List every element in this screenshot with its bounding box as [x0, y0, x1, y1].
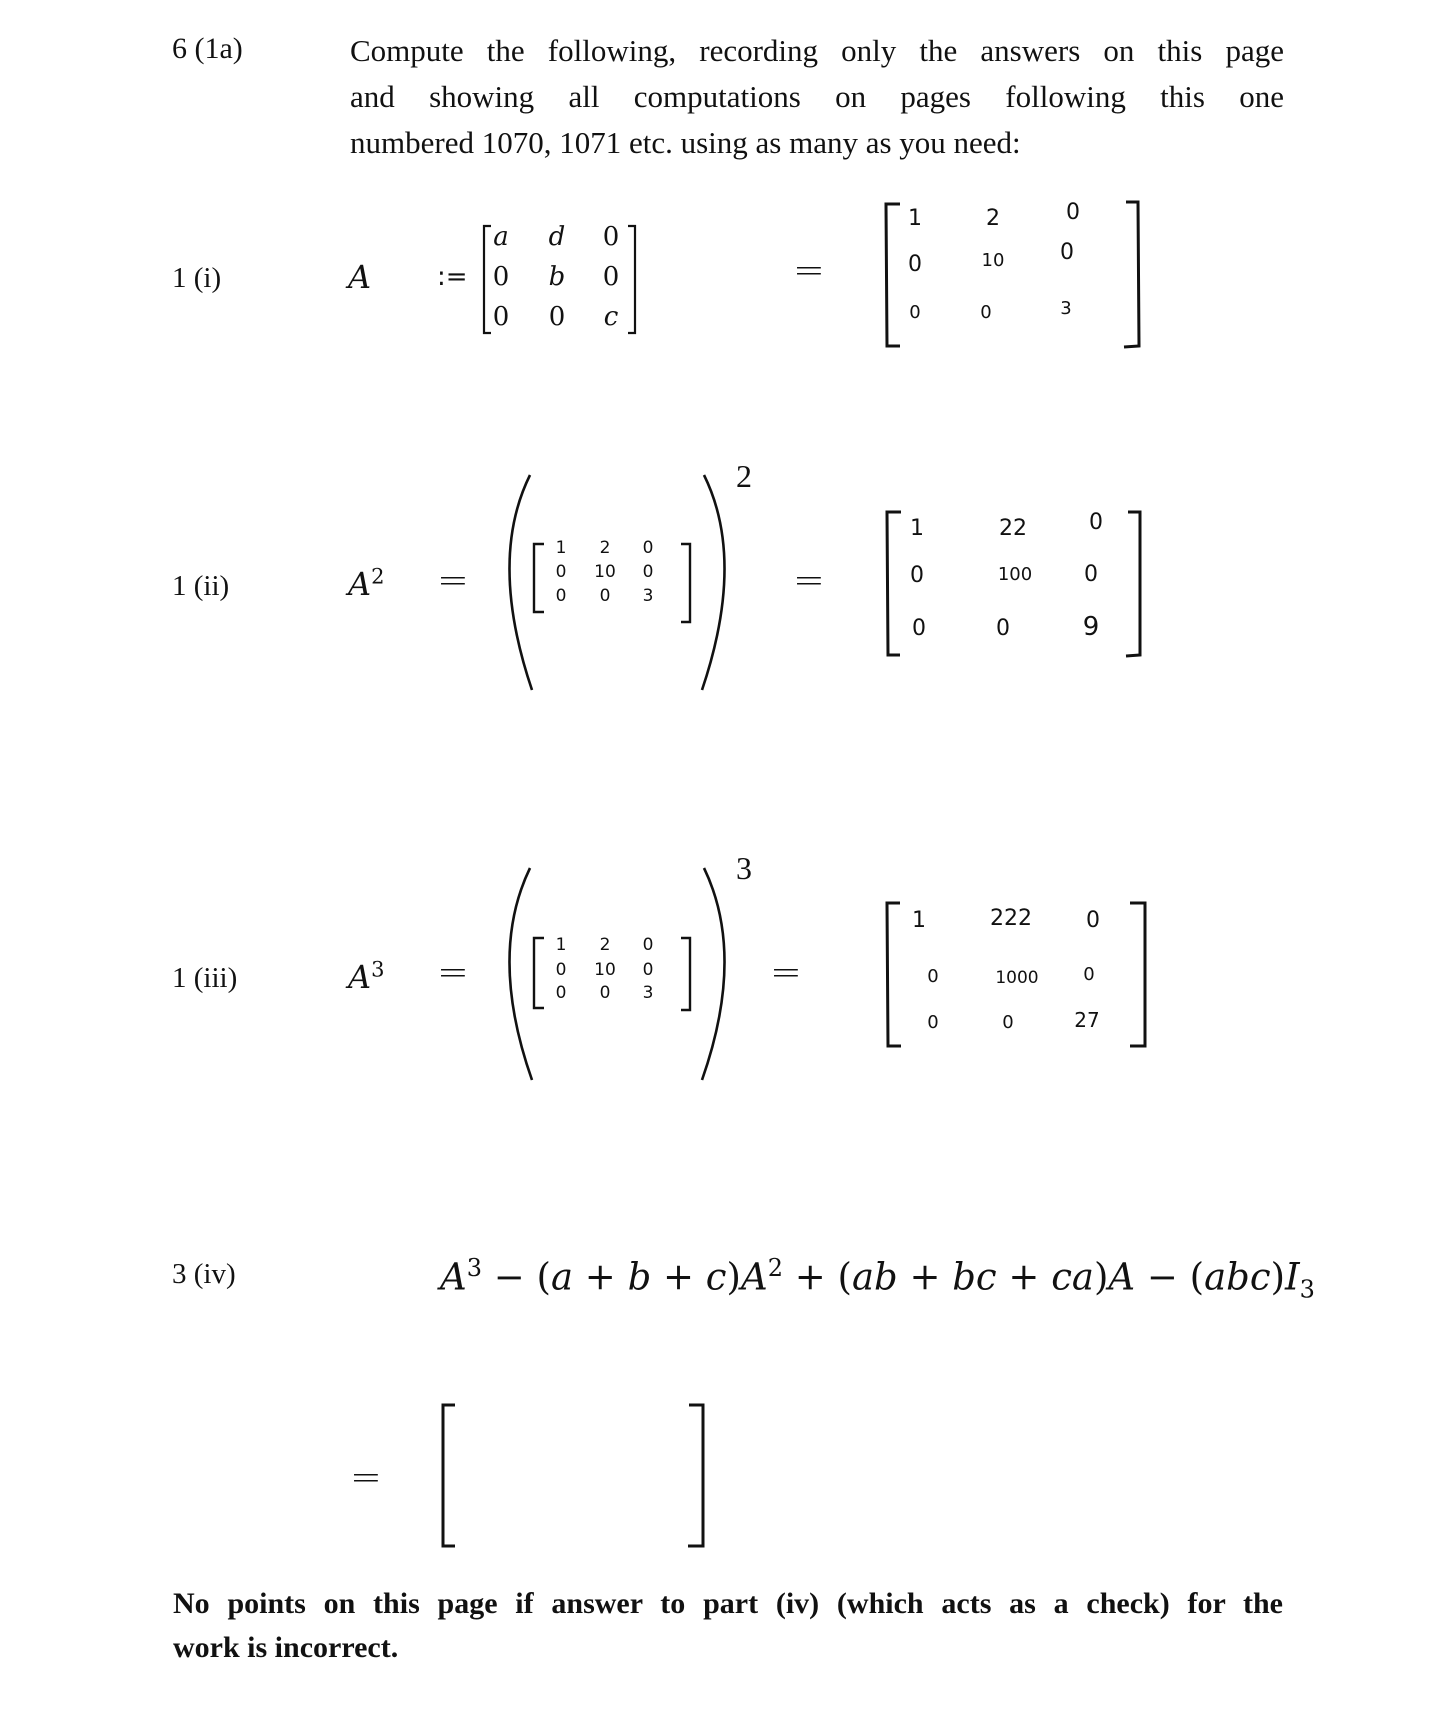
equals-sign: = — [437, 950, 469, 994]
outer-left-paren — [509, 475, 532, 690]
footer-line-2: work is incorrect. — [173, 1631, 399, 1664]
inner-cell: 0 — [642, 960, 654, 980]
problem-label: 6 (1a) — [172, 32, 243, 65]
inner-right-bracket — [681, 938, 690, 1010]
answer-iv-left-bracket — [443, 1405, 455, 1546]
inner-cell: 1 — [555, 935, 567, 955]
answer-cell: 0 — [1066, 200, 1080, 225]
inner-right-bracket — [681, 544, 690, 622]
part-ii-base: A — [348, 565, 372, 603]
inner-cell: 0 — [599, 586, 611, 606]
inner-cell: 0 — [599, 983, 611, 1003]
answer-cell: 2 — [986, 206, 1000, 231]
equals-sign: = — [770, 950, 802, 994]
inner-cell: 0 — [642, 562, 654, 582]
answer-cell: 0 — [912, 616, 926, 641]
answer-ii-left-bracket — [887, 512, 901, 655]
answer-cell: 9 — [1082, 612, 1100, 642]
part-iv-label: 3 (iv) — [172, 1258, 236, 1290]
outer-left-paren — [509, 868, 532, 1080]
answer-iii-right-bracket — [1130, 903, 1145, 1046]
answer-cell: 1 — [912, 908, 926, 933]
template-right-bracket — [628, 226, 635, 333]
answer-cell: 22 — [999, 516, 1027, 541]
inner-cell: 2 — [599, 935, 611, 955]
template-left-bracket — [484, 226, 491, 333]
inner-cell: 0 — [642, 538, 654, 558]
answer-cell: 1000 — [995, 968, 1039, 988]
footer-line-1: No points on this page if answer to part (iv) (which acts as a check) for the — [173, 1587, 1283, 1620]
inner-left-bracket — [534, 938, 544, 1008]
part-iii-power: 3 — [371, 957, 385, 982]
answer-iv-right-bracket — [688, 1405, 703, 1546]
template-cell: d — [548, 222, 566, 252]
assign-sign: := — [437, 262, 468, 292]
inner-cell: 10 — [594, 960, 616, 980]
instructions-line-3: numbered 1070, 1071 etc. using as many as you need: — [350, 125, 1021, 160]
power-exponent: 2 — [736, 458, 752, 494]
template-cell: a — [493, 222, 509, 252]
answer-cell: 0 — [1086, 908, 1100, 933]
inner-cell: 0 — [555, 562, 567, 582]
template-cell: 0 — [548, 302, 566, 332]
answer-cell: 1 — [908, 206, 922, 231]
template-cell: 0 — [602, 222, 620, 252]
answer-cell: 3 — [1060, 298, 1072, 319]
answer-cell: 0 — [908, 252, 922, 277]
inner-cell: 10 — [594, 562, 616, 582]
answer-cell: 100 — [997, 564, 1033, 585]
equals-sign: = — [350, 1455, 382, 1499]
instructions-line-2: and showing all computations on pages following this one — [350, 79, 1284, 114]
template-cell: 0 — [602, 262, 620, 292]
inner-cell: 2 — [599, 538, 611, 558]
part-i-label: 1 (i) — [172, 262, 222, 294]
answer-cell: 0 — [996, 616, 1010, 641]
answer-ii-right-bracket — [1126, 512, 1140, 656]
answer-cell: 0 — [1089, 510, 1103, 535]
inner-cell: 0 — [555, 586, 567, 606]
footer-note — [173, 1582, 1283, 1670]
answer-cell: 0 — [1084, 562, 1098, 587]
answer-i-right-bracket — [1124, 202, 1139, 347]
equals-sign: = — [437, 558, 469, 602]
answer-cell: 0 — [1060, 240, 1074, 265]
inner-cell: 3 — [642, 983, 654, 1003]
inner-cell: 0 — [555, 983, 567, 1003]
part-iii-base: A — [348, 958, 372, 996]
inner-left-bracket — [534, 544, 544, 612]
template-cell: 0 — [492, 302, 510, 332]
answer-cell: 222 — [990, 906, 1032, 931]
template-cell: 0 — [492, 262, 510, 292]
part-ii-label: 1 (ii) — [172, 570, 230, 602]
answer-cell: 0 — [910, 563, 924, 588]
answer-cell: 27 — [1074, 1008, 1100, 1032]
template-cell: b — [548, 262, 566, 292]
inner-cell: 0 — [555, 960, 567, 980]
outer-right-paren — [702, 868, 725, 1080]
inner-cell: 0 — [642, 935, 654, 955]
check-formula: $A^3 - (a + b + c)A^2 + (ab$ + bc + $ca)A - (abc)I_3$ — [440, 1254, 1315, 1304]
answer-cell: 0 — [909, 302, 921, 323]
answer-cell: 0 — [927, 1012, 939, 1033]
equals-sign: = — [793, 558, 825, 602]
answer-cell: 1 — [910, 516, 924, 541]
part-iii-label: 1 (iii) — [172, 962, 238, 994]
inner-cell: 3 — [642, 586, 654, 606]
answer-i-left-bracket — [886, 204, 900, 346]
answer-cell: 10 — [981, 250, 1005, 271]
inner-cell: 1 — [555, 538, 567, 558]
instructions-line-1: Compute the following, recording only the answers on this page — [350, 33, 1284, 68]
answer-cell: 0 — [980, 302, 992, 323]
answer-iii-left-bracket — [887, 903, 901, 1046]
power-exponent: 3 — [736, 850, 752, 886]
answer-cell: 0 — [927, 966, 939, 987]
answer-cell: 0 — [1083, 964, 1095, 985]
part-i-symbol: A — [348, 258, 372, 296]
template-cell: c — [603, 302, 619, 332]
answer-cell: 0 — [1002, 1012, 1014, 1033]
outer-right-paren — [702, 475, 725, 690]
part-ii-power: 2 — [371, 564, 385, 589]
equals-sign: = — [793, 248, 825, 292]
